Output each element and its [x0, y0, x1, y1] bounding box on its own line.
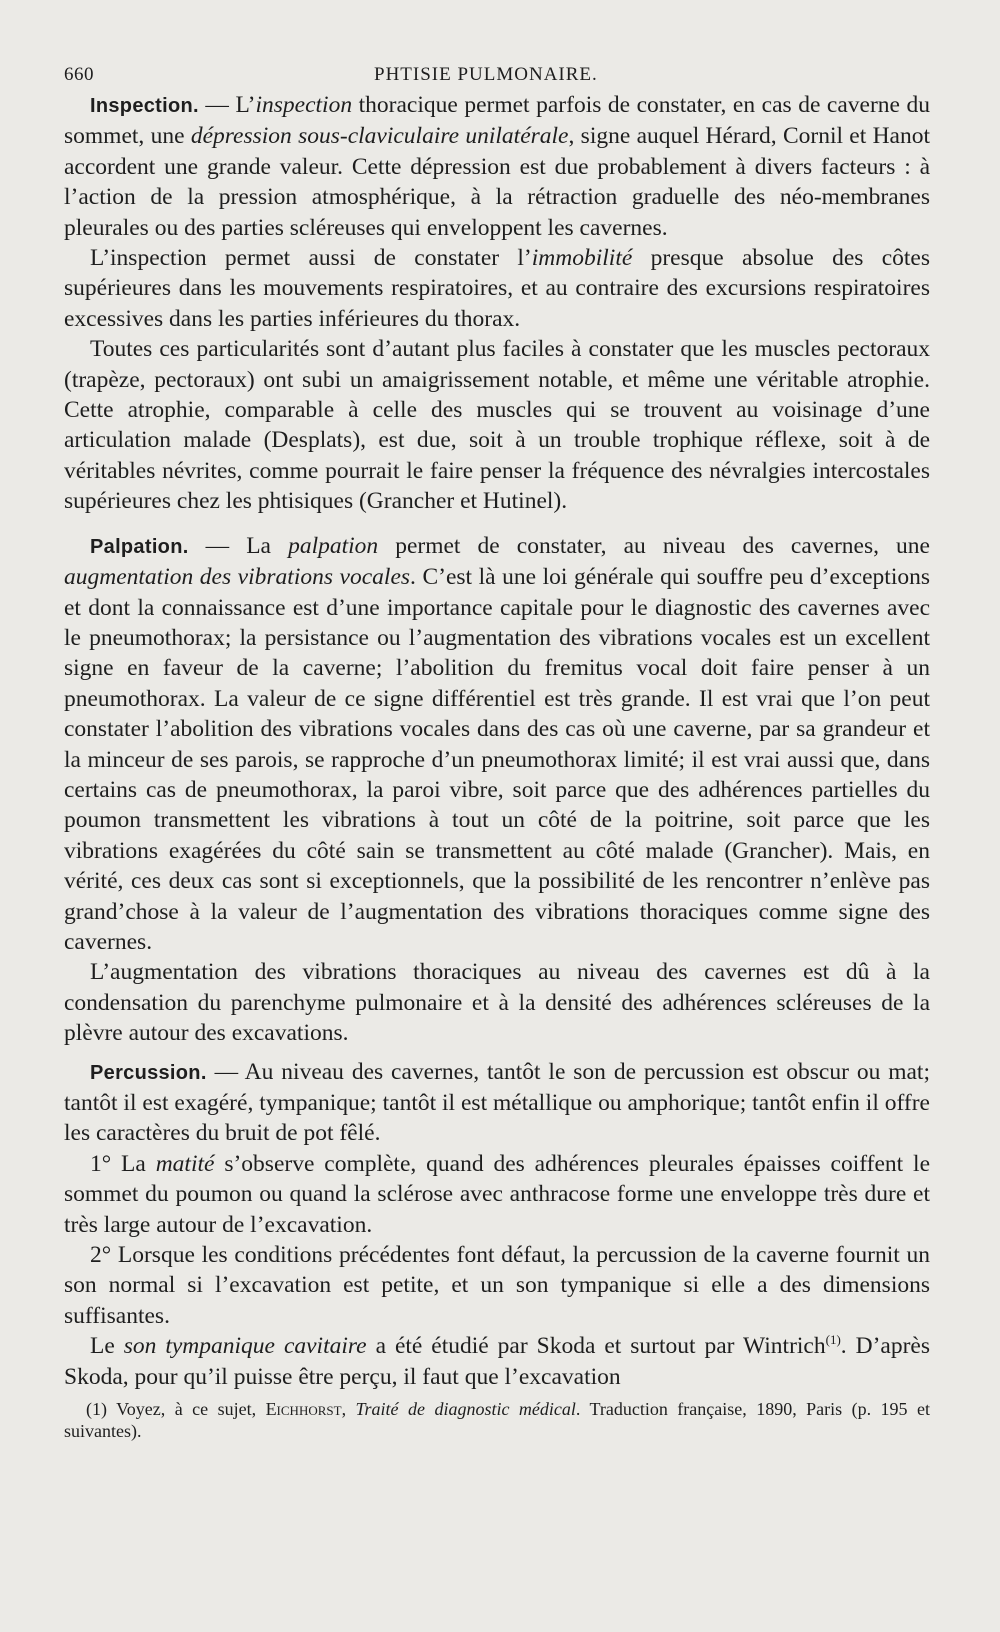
text-run: . C’est là une loi générale qui souffre peu d’exceptions et dont la connaissance est d’une importance capitale pour le diagnostic des cavernes avec le pneumothorax; la persistance ou l’augmentation des vibrations vocales est un excellent signe en faveur de la caverne; l’abolition du fremitus vocal doit faire penser à un pneumothorax. La valeur de ce signe différentiel est très grande. Il est vrai que l’on peut constater l’abolition des vibrations vocales dans des cas où une caverne, par sa grandeur et la minceur de ses parois, se rapproche d’un pneumothorax limité; il est vrai aussi que, dans certains cas de pneumothorax, la paroi vibre, soit parce que des adhérences partielles du poumon transmettent les vibrations à tout un côté de la poitrine, soit parce que les vibrations exagérées du côté sain se transmettent au côté malade (Grancher). Mais, en vérité, ces deux cas sont si exceptionnels, que la possibilité de les rencontrer n’enlève pas grand’chose à la valeur de l’augmentation des vibrations thoraciques comme signe des cavernes.: [64, 564, 930, 955]
italic-term: dépression sous-claviculaire unilatérale: [190, 123, 569, 150]
page-number: 660: [64, 64, 94, 85]
inspection-paragraph-2: [64, 243, 930, 334]
text-run: 1° La: [90, 1150, 156, 1177]
italic-term: son tympanique cavitaire: [123, 1333, 367, 1360]
footnotes: [64, 1398, 930, 1442]
text-run: permet de constater, au niveau des cavernes, une: [378, 532, 930, 559]
text-run: presque absolue des côtes supérieures dans les mouvements respiratoires, et au contraire des excursions respiratoires excessives dans les parties inférieures du thorax.: [64, 245, 931, 332]
palpation-paragraph-1: [64, 531, 930, 958]
italic-term: inspection: [255, 92, 353, 118]
italic-term: immobilité: [531, 245, 633, 272]
text-run: . Traduction française, 1890, Paris (p. 195 et suivantes).: [64, 1399, 930, 1442]
section-spacer: [64, 517, 930, 531]
inspection-paragraph-1: [64, 90, 930, 243]
author-name: Eichhorst: [265, 1399, 342, 1420]
section-heading-percussion: Percussion.: [90, 1061, 207, 1084]
percussion-paragraph-1: [64, 1057, 930, 1149]
palpation-paragraph-2: L’augmentation des vibrations thoraciques au niveau des cavernes est dû à la condensation du parenchyme pulmonaire et à la densité des adhérences scléreuses de la plèvre autour des excavations.: [64, 959, 930, 1047]
text-run: thoracique permet parfois de constater, en cas de caverne du sommet, une: [64, 92, 930, 150]
text-run: ,: [341, 1399, 356, 1420]
percussion-paragraph-4: [64, 1331, 930, 1392]
text-run: s’observe complète, quand des adhérences pleurales épaisses coiffent le sommet du poumon ou quand la sclérose avec anthracose forme une enveloppe très dure et très large autour de l’excavation.: [64, 1150, 930, 1238]
italic-term: palpation: [288, 532, 379, 559]
italic-term: augmentation des vibrations vocales: [64, 564, 411, 591]
text-run: — La: [188, 532, 289, 559]
footnote-marker: (1): [825, 1332, 841, 1348]
page-header: [64, 58, 930, 90]
text-run: — Au niveau des cavernes, tantôt le son de percussion est obscur ou mat; tantôt il est exagéré, tympanique; tantôt il est métallique ou amphorique; tantôt enfin il offre les caractères du bruit de pot fêlé.: [64, 1058, 930, 1147]
italic-term: matité: [155, 1150, 215, 1177]
text-run: L’inspection permet aussi de constater l’: [90, 245, 532, 272]
text-run: (1) Voyez, à ce sujet,: [86, 1399, 266, 1420]
text-run: a été étudié par Skoda et surtout par Wintrich: [366, 1333, 826, 1360]
main-text: [64, 90, 930, 1392]
footnote-1: [64, 1398, 930, 1442]
text-run: , signe auquel Hérard, Cornil et Hanot accordent une grande valeur. Cette dépression est due probablement à divers facteurs : à l’action de la pression atmosphérique, à la rétraction graduelle des néo-membranes pleurales ou des parties scléreuses qui enveloppent les cavernes.: [64, 123, 930, 241]
section-spacer: [64, 1049, 930, 1057]
text-run: — L’: [198, 92, 256, 118]
percussion-paragraph-3: 2° Lorsque les conditions précédentes font défaut, la percussion de la caverne fournit un son normal si l’excavation est petite, et un son tympanique si elle a des dimensions suffisantes.: [64, 1242, 930, 1329]
section-heading-palpation: Palpation.: [90, 535, 189, 558]
text-run: . D’après Skoda, pour qu’il puisse être perçu, il faut que l’excavation: [64, 1333, 930, 1390]
inspection-paragraph-3: Toutes ces particularités sont d’autant plus faciles à constater que les muscles pectoraux (trapèze, pectoraux) ont subi un amaigrissement notable, et même une véritable atrophie. Cette atrophie, comparable à celle des muscles qui se trouvent au voisinage d’une articulation malade (Desplats), est due, soit à un trouble trophique réflexe, soit à de véritables névrites, comme pourrait le faire penser la fréquence des névralgies intercostales supérieures chez les phtisiques (Grancher et Hutinel).: [64, 336, 930, 515]
book-title: Traité de diagnostic médical: [355, 1399, 576, 1420]
text-run: Le: [90, 1333, 124, 1360]
section-heading-inspection: Inspection.: [90, 95, 199, 117]
running-title: PHTISIE PULMONAIRE.: [374, 64, 598, 85]
percussion-paragraph-2: [64, 1149, 930, 1240]
